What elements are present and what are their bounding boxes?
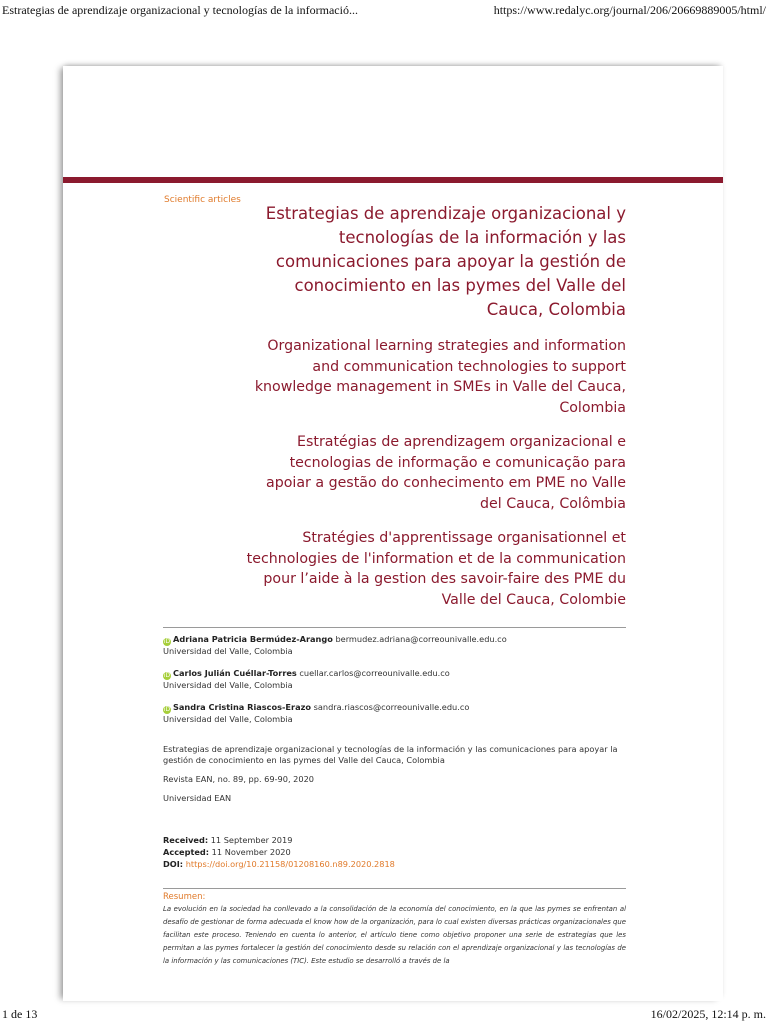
accepted-date: 11 November 2020 xyxy=(211,847,291,857)
author-name: Adriana Patricia Bermúdez-Arango xyxy=(173,634,333,644)
article-sheet xyxy=(63,66,723,1001)
publisher: Universidad EAN xyxy=(163,793,232,803)
print-page-title: Estrategias de aprendizaje organizacional y tecnologías de la informació... xyxy=(2,3,358,17)
author-list xyxy=(163,634,633,736)
doi-label: DOI: xyxy=(163,859,184,869)
header-bar xyxy=(63,177,723,183)
title-spanish: Estrategias de aprendizaje organizacional y tecnologías de la información y las comunicaciones para apoyar la gestión de conocimiento en las pymes del Valle del Cauca, Colombia xyxy=(265,204,626,319)
author-affiliation: Universidad del Valle, Colombia xyxy=(163,714,293,724)
author-email[interactable]: bermudez.adriana@correounivalle.edu.co xyxy=(335,634,507,644)
abstract-label: Resumen: xyxy=(163,892,206,902)
article-dates xyxy=(163,834,633,870)
doi-link[interactable]: https://doi.org/10.21158/01208160.n89.2020.2818 xyxy=(185,859,395,869)
title-block xyxy=(243,202,626,624)
citation-meta xyxy=(163,744,633,812)
abstract-text: La evolución en la sociedad ha conllevado a la consolidación de la economía del conocimiento, en la que las pymes se enfrentan al desafío de gestionar de forma adecuada el know how de la organización, para lo cual existen diversas prácticas organizacionales que facilitan este proceso. Teniendo en cuenta lo anterior, el artículo tiene como objetivo proponer una serie de estrategias que les permitan a las pymes fortalecer la gestión del conocimiento desde su relación con el aprendizaje organizacional y las tecnologías de la información y las comunicaciones (TIC). Este estudio se desarrolló a través de la xyxy=(163,905,626,965)
author-email[interactable]: sandra.riascos@correounivalle.edu.co xyxy=(313,702,470,712)
section-label: Scientific articles xyxy=(164,195,241,205)
journal-info: Revista EAN, no. 89, pp. 69-90, 2020 xyxy=(163,774,314,784)
citation-title: Estrategias de aprendizaje organizacional y tecnologías de la información y las comunicaciones para apoyar la gestión de conocimiento en las pymes del Valle del Cauca, Colombia xyxy=(163,744,618,765)
received-date: 11 September 2019 xyxy=(210,835,293,845)
accepted-label: Accepted: xyxy=(163,847,210,857)
title-portuguese: Estratégias de aprendizagem organizacional e tecnologias de informação e comunicação para apoiar a gestão do conhecimento em PME no Valle del Cauca, Colômbia xyxy=(266,434,626,512)
print-datetime: 16/02/2025, 12:14 p. m. xyxy=(650,1007,766,1021)
abstract-section xyxy=(163,873,626,968)
received-label: Received: xyxy=(163,835,209,845)
author-name: Sandra Cristina Riascos-Erazo xyxy=(173,702,311,712)
author-affiliation: Universidad del Valle, Colombia xyxy=(163,680,293,690)
author-affiliation: Universidad del Valle, Colombia xyxy=(163,646,293,656)
title-french: Stratégies d'apprentissage organisationnel et technologies de l'information et de la communication pour l’aide à la gestion des savoir-faire des PME du Valle del Cauca, Colombie xyxy=(246,530,626,608)
author-entry xyxy=(163,668,633,691)
author-name: Carlos Julián Cuéllar-Torres xyxy=(173,668,297,678)
orcid-icon[interactable]: iD xyxy=(163,638,171,645)
author-email[interactable]: cuellar.carlos@correounivalle.edu.co xyxy=(299,668,450,678)
print-page-number: 1 de 13 xyxy=(2,1007,38,1021)
title-english: Organizational learning strategies and information and communication technologies to support knowledge management in SMEs in Valle del Cauca, Colombia xyxy=(254,338,626,416)
print-footer xyxy=(0,1002,768,1024)
orcid-icon[interactable]: iD xyxy=(163,706,171,713)
orcid-icon[interactable]: iD xyxy=(163,672,171,679)
author-entry xyxy=(163,634,633,657)
print-page-url[interactable]: https://www.redalyc.org/journal/206/20669889005/html/ xyxy=(493,3,766,17)
print-header xyxy=(0,0,768,22)
divider-authors xyxy=(163,627,626,628)
author-entry xyxy=(163,702,633,725)
